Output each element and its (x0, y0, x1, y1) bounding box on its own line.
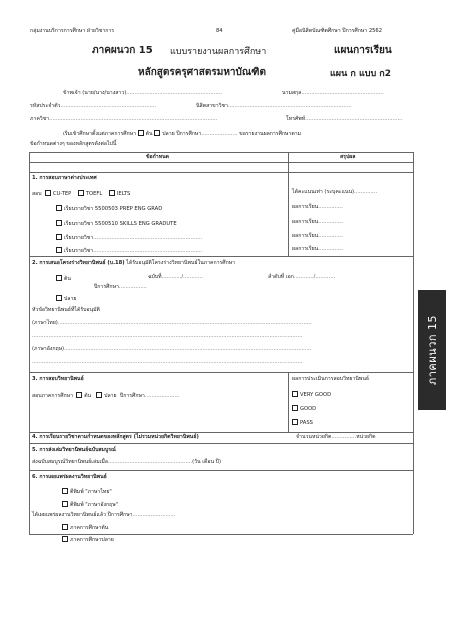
cutep-checkbox[interactable] (45, 190, 51, 196)
section1-exams: สอบ CU-TEP TOEFL IELTS (32, 191, 131, 197)
col-summary: สรุปผล (340, 154, 356, 160)
section4-title: 4. การเรียนรายวิชาตามกำหนดของหลักสูตร (ไม่รวมหน่วยกิตวิทยานิพนธ์) (32, 434, 199, 440)
report-title: แบบรายงานผลการศึกษา (170, 47, 267, 57)
section6-title: 6. การเผยแพร่ผลงานวิทยานิพนธ์ (32, 474, 107, 480)
section3-result-label: ผลการประเมินการสอบวิทยานิพนธ์ (292, 376, 370, 382)
appendix-side-tab (418, 290, 446, 410)
good-checkbox[interactable] (292, 405, 298, 411)
header-left: กลุ่มงานบริการการศึกษา ฝ่ายวิชาการ (30, 28, 115, 34)
publish-eng-row: ตีพิมพ์ "ภาษาอังกฤษ" (62, 501, 118, 508)
course3-checkbox[interactable] (56, 234, 62, 240)
col-requirement: ข้อกำหนด (146, 154, 170, 160)
term-last-checkbox[interactable] (154, 130, 160, 136)
section2-year: ปีการศึกษา................. (94, 284, 147, 290)
course3-result: ผลการเรียน............... (292, 233, 343, 239)
publish-accepted: ได้เผยแพร่ผลงานวิทยานิพนธ์แล้ว ปีการศึกษา.......................... (32, 512, 176, 518)
section2-eng: (ภาษาอังกฤษ)...................................................................................................................................................... (32, 346, 312, 352)
section2-last-row: ปลาย (56, 295, 76, 302)
toefl-checkbox[interactable] (78, 190, 84, 196)
section5-line: ส่งฉบับสมบูรณ์วิทยานิพนธ์เล่มเมื่อ...................................................(วัน เดือน ปี) (32, 459, 221, 465)
publish-eng-checkbox[interactable] (62, 501, 68, 507)
publish-thai-checkbox[interactable] (62, 488, 68, 494)
section2-topic: หัวข้อวิทยานิพนธ์ที่ได้รับอนุมัติ (32, 307, 100, 313)
course3-row: เรียนรายวิชา.................................................................. (56, 234, 202, 241)
publish-last-checkbox[interactable] (62, 536, 68, 542)
info-phone-label: โทรศัพท์........................................................... (286, 116, 403, 122)
publish-thai-row: ตีพิมพ์ "ภาษาไทย" (62, 488, 112, 495)
proposal-first-checkbox[interactable] (56, 275, 62, 281)
section1-title: 1. การสอบภาษาต่างประเทศ (32, 175, 97, 181)
pass-row: PASS (292, 419, 313, 426)
course4-row: เรียนรายวิชา.................................................................. (56, 247, 202, 254)
section1-score: ได้คะแนนเท่า (ระบุคะแนน).............. (292, 189, 378, 195)
info-major-label: นิสิตสาขาวิชา........................................................................... (196, 103, 352, 109)
section2-issue: ฉบับที่............/............ (148, 274, 203, 280)
section2-order: ลำดับที่ เอก............/............ (268, 274, 336, 280)
publish-last-row: ภาคการศึกษาปลาย (62, 536, 114, 543)
very-good-checkbox[interactable] (292, 391, 298, 397)
defense-first-checkbox[interactable] (76, 392, 82, 398)
course1-row: เรียนรายวิชา 5500503 PREP ENG GRAD (56, 205, 162, 212)
publish-first-checkbox[interactable] (62, 524, 68, 530)
section3-exam-row: สอบภาคการศึกษา ต้น ปลาย ปีการศึกษา..................... (32, 393, 180, 399)
plan-title: แผนการเรียน (334, 45, 392, 56)
info-dept-label: ภาควิชา...................................................................................................... (30, 116, 218, 122)
term-first-checkbox[interactable] (138, 130, 144, 136)
section5-title: 5. การส่งเล่มวิทยานิพนธ์ฉบับสมบูรณ์ (32, 447, 116, 453)
appendix-title: ภาคผนวก 15 (92, 45, 153, 56)
section4-credits: จำนวนหน่วยกิต...............หน่วยกิต (296, 434, 376, 440)
very-good-row: VERY GOOD (292, 391, 331, 398)
info-id-label: รหัสประจำตัว.......................................................... (30, 103, 157, 109)
course4-result: ผลการเรียน............... (292, 246, 343, 252)
course2-result: ผลการเรียน............... (292, 219, 343, 225)
course2-checkbox[interactable] (56, 220, 62, 226)
plan-code: แผน ก แบบ ก2 (330, 69, 392, 79)
section3-title: 3. การสอบวิทยานิพนธ์ (32, 376, 84, 382)
info-start-term: เริ่มเข้าศึกษาตั้งแต่ภาคการศึกษา ต้น ปลาย ปีการศึกษา...................... ขอรายงานผลการศึกษาตาม (63, 131, 302, 137)
info-intro: ข้อกำหนดต่างๆ ของหลักสูตรดังต่อไปนี้ (30, 141, 117, 147)
section2-first-row: ต้น (56, 275, 71, 282)
info-surname-label: นามสกุล.................................................. (282, 90, 384, 96)
proposal-last-checkbox[interactable] (56, 295, 62, 301)
section2-eng-line2: .................................................................................................................................................................... (32, 359, 303, 365)
section2-thai: (ภาษาไทย).......................................................................................................................................................... (32, 320, 312, 326)
ielts-checkbox[interactable] (109, 190, 115, 196)
info-name-label: ข้าพเจ้า (นาย/นาง/นางสาว).......................................................... (63, 90, 222, 96)
program-title: หลักสูตรครุศาสตรมหาบัณฑิต (138, 67, 266, 78)
course1-checkbox[interactable] (56, 205, 62, 211)
publish-first-row: ภาคการศึกษาต้น (62, 524, 108, 531)
defense-last-checkbox[interactable] (96, 392, 102, 398)
course2-row: เรียนรายวิชา 5500510 SKILLS ENG GRADUTE (56, 220, 177, 227)
course4-checkbox[interactable] (56, 247, 62, 253)
side-tab-label: ภาคผนวก 15 (426, 314, 439, 386)
header-right: คู่มือนิสิตบัณฑิตศึกษา ปีการศึกษา 2562 (292, 28, 383, 34)
good-row: GOOD (292, 405, 316, 412)
pass-checkbox[interactable] (292, 419, 298, 425)
section2-title-row: 2. การเสนอโครงร่างวิทยานิพนธ์ (บ.18) ได้รับอนุมัติโครงร่างวิทยานิพนธ์ในภาคการศึกษา (32, 260, 236, 266)
page-number: 84 (216, 28, 223, 34)
course1-result: ผลการเรียน............... (292, 204, 343, 210)
section2-thai-line2: .................................................................................................................................................................... (32, 333, 303, 339)
